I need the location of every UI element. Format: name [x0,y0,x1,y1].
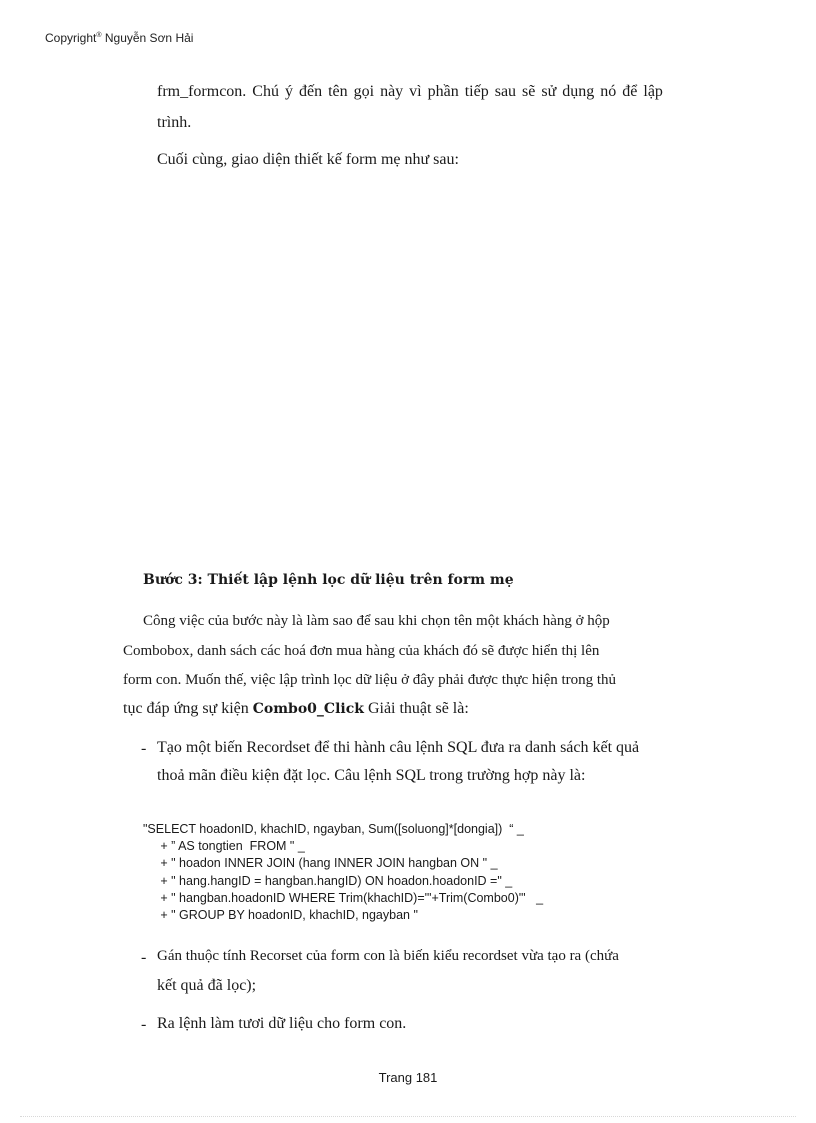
paragraph-line: form con. Muốn thế, việc lập trình lọc dữ liệu ở đây phải được thực hiện trong thủ [123,672,617,688]
paragraph-line: frm_formcon. Chú ý đến tên gọi này vì phần tiếp sau sẽ sử dụng nó để lập [157,83,663,100]
bullet-item: Gán thuộc tính Recorset của form con là biến kiểu recordset vừa tạo ra (chứa [157,948,619,964]
bullet-dash: - [141,1016,147,1033]
code-line: + " hangban.hoadonID WHERE Trim(khachID)='"+Trim(Combo0)"' _ [143,890,544,905]
page-bottom-divider [20,1116,796,1117]
bullet-item-continuation: kết quả đã lọc); [157,977,257,994]
copyright-label: Copyright [45,31,97,45]
bullet-item: Tạo một biến Recordset để thi hành câu lệnh SQL đưa ra danh sách kết quả [157,739,640,756]
bullet-item: Ra lệnh làm tươi dữ liệu cho form con. [157,1015,407,1032]
text-run: Giải thuật sẽ là: [363,700,469,717]
code-line: + " hang.hangID = hangban.hangID) ON hoadon.hoadonID =" _ [143,873,513,888]
paragraph-line [123,701,469,717]
text-run: tục đáp ứng sự kiện [123,700,253,717]
registered-mark: ® [96,32,102,39]
sql-code-block [143,821,543,924]
paragraph-line: Combobox, danh sách các hoá đơn mua hàng của khách đó sẽ được hiển thị lên [123,643,600,659]
paragraph-line: trình. [157,114,192,131]
bullet-dash: - [141,740,147,757]
author-name: Nguyễn Sơn Hải [101,31,194,45]
code-line: + " GROUP BY hoadonID, khachID, ngayban " [143,908,418,923]
bullet-item-continuation: thoả mãn điều kiện đặt lọc. Câu lệnh SQL trong trường hợp này là: [157,767,586,784]
code-line: + ” AS tongtien FROM " _ [143,839,305,854]
paragraph-intro-form: Cuối cùng, giao diện thiết kế form mẹ như sau: [157,151,459,168]
code-line: + " hoadon INNER JOIN (hang INNER JOIN hangban ON " _ [143,856,498,871]
code-line: "SELECT hoadonID, khachID, ngayban, Sum([soluong]*[dongia]) “ _ [143,822,524,836]
section-heading: Bước 3: Thiết lập lệnh lọc dữ liệu trên form mẹ [143,572,514,588]
event-name: Combo0_Click [252,701,364,717]
paragraph-line: Công việc của bước này là làm sao để sau khi chọn tên một khách hàng ở hộp [143,613,610,629]
copyright-header [45,31,193,45]
bullet-dash: - [141,949,147,966]
page-number: Trang 181 [378,1070,438,1085]
